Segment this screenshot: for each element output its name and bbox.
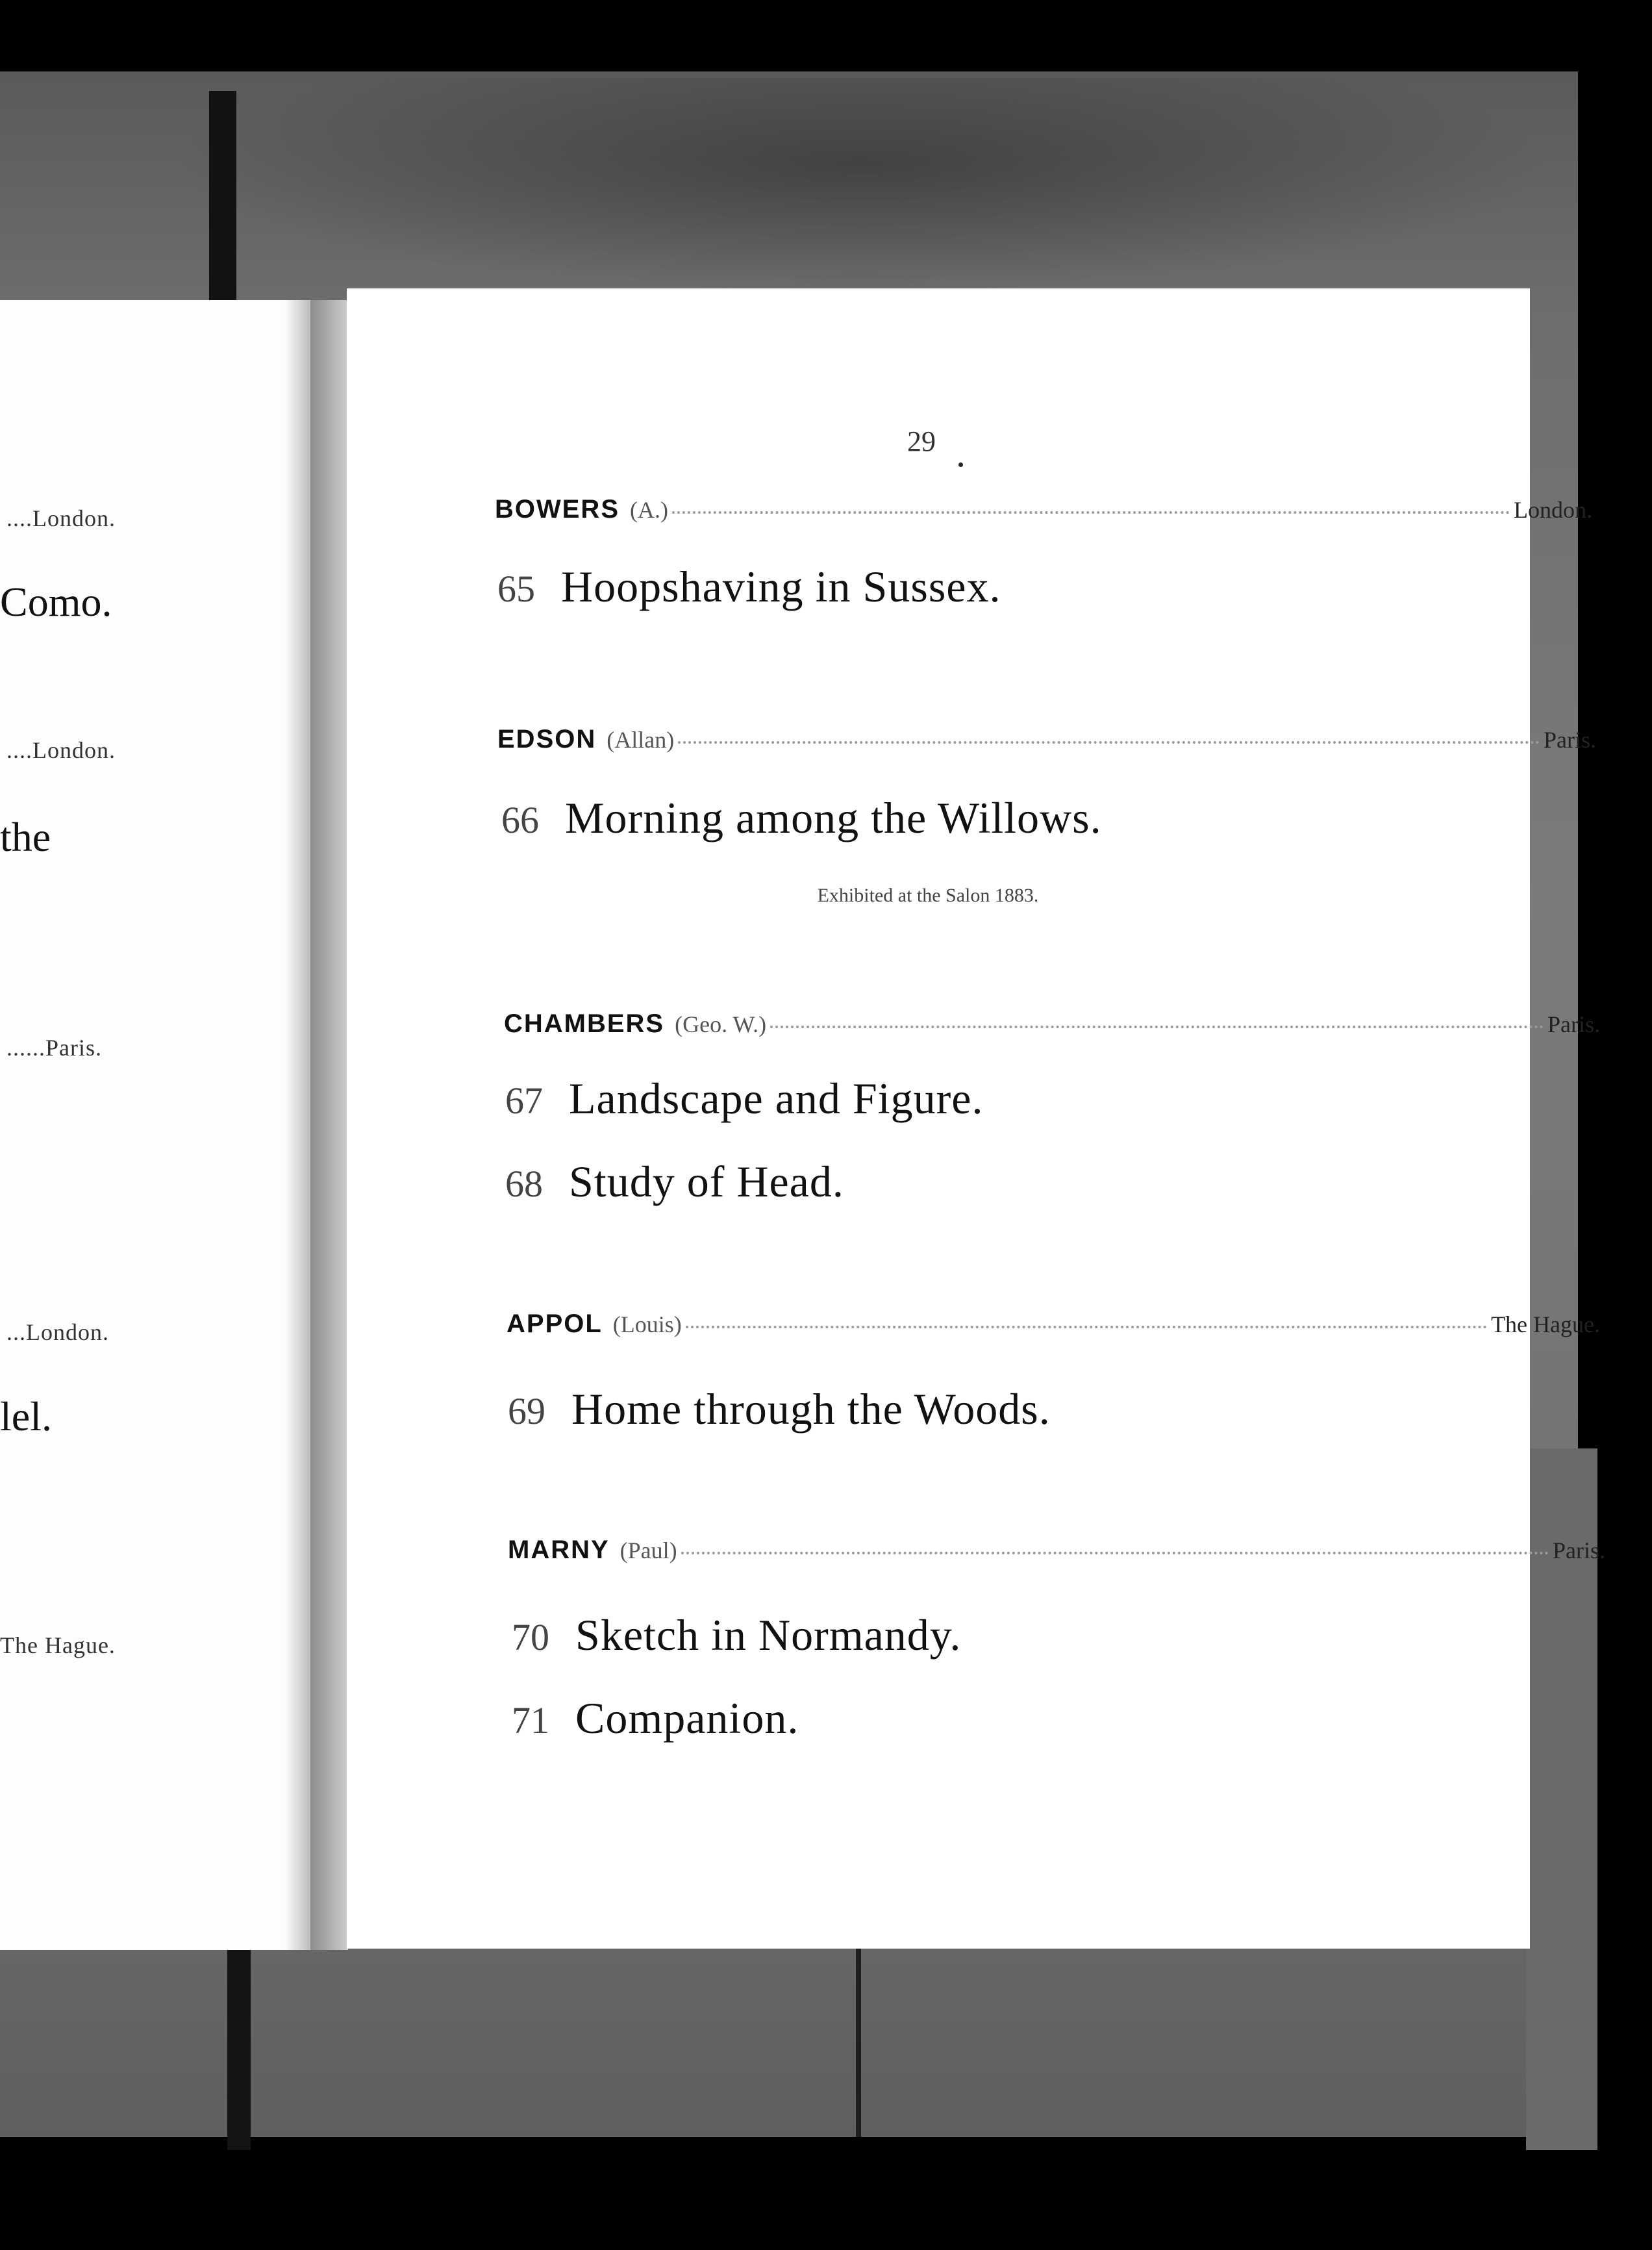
artist-first-name: (Paul) [620, 1537, 677, 1563]
left-page-line: The Hague. [0, 1632, 116, 1658]
artist-first-name: (Geo. W.) [675, 1011, 767, 1037]
work-entry [458, 1156, 844, 1207]
page-gutter [310, 300, 348, 1950]
left-page-line: Como. [0, 579, 112, 625]
right-page [347, 288, 1605, 1949]
page-number: 29 [907, 425, 936, 457]
artist-name: EDSON [497, 725, 597, 753]
artist-heading [495, 495, 1592, 524]
artist-city: London. [1514, 497, 1592, 523]
work-title: Morning among the Willows. [565, 793, 1102, 842]
dot-leader [672, 511, 1510, 514]
work-entry [461, 1384, 1051, 1435]
left-page-line: ....London. [6, 737, 116, 763]
artist-name: MARNY [508, 1536, 610, 1564]
work-title: Study of Head. [569, 1157, 844, 1206]
work-entry [465, 1693, 799, 1744]
left-page-line: ......Paris. [6, 1035, 102, 1061]
work-number: 68 [505, 1163, 543, 1205]
binding-strip-bottom [227, 1942, 251, 2150]
left-page-line: ...London. [6, 1319, 109, 1345]
work-entry [458, 1073, 983, 1124]
left-page-line: the [0, 814, 51, 860]
work-title: Landscape and Figure. [569, 1074, 984, 1123]
work-number: 67 [505, 1080, 543, 1122]
artist-heading [508, 1536, 1605, 1565]
left-page [0, 300, 310, 1950]
work-title: Companion. [575, 1693, 799, 1743]
work-title: Sketch in Normandy. [575, 1610, 962, 1660]
work-number: 70 [512, 1616, 549, 1658]
left-page-line: ....London. [6, 505, 116, 531]
artist-first-name: (Louis) [612, 1311, 682, 1337]
dot-leader [681, 1552, 1549, 1554]
work-title: Home through the Woods. [571, 1384, 1051, 1434]
dot-leader [770, 1026, 1544, 1028]
artist-heading [497, 725, 1596, 754]
dot-leader [686, 1326, 1487, 1328]
artist-city: The Hague. [1491, 1311, 1600, 1337]
work-number: 71 [512, 1699, 549, 1741]
dot-leader [678, 741, 1540, 744]
artist-first-name: (A.) [630, 497, 668, 523]
ink-speck [958, 462, 963, 467]
artist-name: CHAMBERS [504, 1009, 665, 1038]
artist-name: APPOL [507, 1309, 603, 1338]
artist-first-name: (Allan) [607, 727, 675, 753]
artist-city: Paris. [1547, 1011, 1600, 1037]
artist-city: Paris. [1553, 1537, 1605, 1563]
work-entry [455, 792, 1102, 844]
artist-city: Paris. [1544, 727, 1596, 753]
work-number: 69 [508, 1390, 545, 1432]
work-number: 65 [497, 568, 535, 610]
work-entry [451, 561, 1001, 613]
work-title: Hoopshaving in Sussex. [561, 562, 1001, 611]
work-entry [465, 1610, 961, 1661]
exhibition-note: Exhibited at the Salon 1883. [817, 885, 1039, 906]
board-stain [162, 78, 1558, 292]
left-page-line: lel. [0, 1393, 52, 1439]
artist-heading [507, 1309, 1600, 1339]
board-crack [856, 1942, 861, 2137]
artist-heading [504, 1009, 1600, 1039]
artist-name: BOWERS [495, 495, 620, 524]
work-number: 66 [501, 799, 539, 841]
